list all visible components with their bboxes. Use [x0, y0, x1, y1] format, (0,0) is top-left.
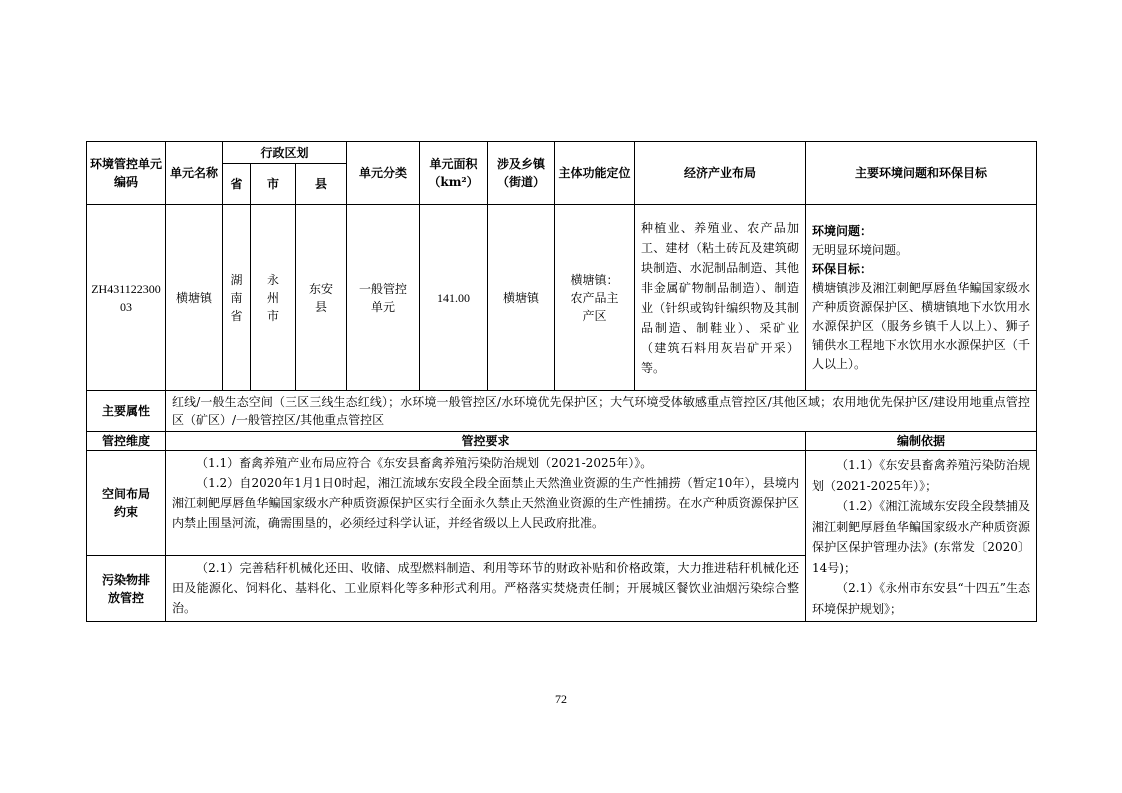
header-county: 县 — [296, 164, 347, 205]
county-cell — [296, 205, 347, 391]
document-table-wrapper — [86, 141, 1036, 622]
unit-code-cell — [87, 205, 166, 391]
pollution-label: 污染物排放管控 — [102, 572, 151, 605]
basis-cell — [806, 451, 1037, 622]
header-economy-layout: 经济产业布局 — [635, 142, 806, 205]
towns: 横塘镇 — [488, 205, 555, 391]
control-unit-table — [86, 141, 1037, 622]
city-cell — [251, 205, 296, 391]
env-cell — [806, 205, 1037, 391]
main-function: 横塘镇：农产品主产区 — [570, 272, 619, 323]
header-unit-name: 单元名称 — [166, 142, 223, 205]
header-towns: 涉及乡镇（街道） — [488, 142, 555, 205]
economy-layout: 种植业、养殖业、农产品加工、建材（粘土砖瓦及建筑砌块制造、水泥制品制造、其他非金属矿物制品制造）、制造业（针织或钩针编织物及其制品制造、制鞋业）、采矿业（建筑石料用灰岩矿开采）等。 — [635, 205, 806, 391]
header-unit-area: 单元面积（km²） — [420, 142, 488, 205]
unit-data-row — [87, 205, 1037, 391]
page-number: 72 — [555, 692, 567, 706]
env-problem: 无明显环境问题。 — [812, 242, 909, 257]
province: 湖南省 — [230, 272, 243, 323]
county: 东安县 — [309, 281, 334, 314]
basis-1: （1.1）《东安县畜禽养殖污染防治规划（2021-2025年）》； — [812, 458, 1031, 493]
spatial-req-1: （1.1）畜禽养殖产业布局应符合《东安县畜禽养殖污染防治规划（2021-2025年）》。 — [196, 456, 653, 470]
header-city: 市 — [251, 164, 296, 205]
attributes-text: 红线/一般生态空间（三区三线生态红线）；水环境一般管控区/水环境优先保护区；大气环境受体敏感重点管控区/其他区域；农用地优先保护区/建设用地重点管控区（矿区）/一般管控区/其他重点管控区 — [166, 391, 1037, 432]
basis-3: （2.1）《永州市东安县“十四五”生态环境保护规划》； — [812, 581, 1031, 616]
control-requirements-header: 管控要求 — [166, 432, 806, 451]
basis-2: （1.2）《湘江流域东安段全段禁捕及湘江刺鲃厚唇鱼华鳊国家级水产种质资源保护区保护管理办法》(东常发〔2020〕14号)； — [812, 499, 1031, 575]
pollution-requirements — [166, 556, 806, 622]
unit-area: 141.00 — [420, 205, 488, 391]
control-dimension-header: 管控维度 — [87, 432, 166, 451]
province-cell — [223, 205, 251, 391]
header-env-issues: 主要环境问题和环保目标 — [806, 142, 1037, 205]
unit-name: 横塘镇 — [166, 205, 223, 391]
pollution-req-1: （2.1）完善秸秆机械化还田、收储、成型燃料制造、利用等环节的财政补贴和价格政策，大力推进秸秆机械化还田及能源化、饲料化、基料化、工业原料化等多种形式利用。严格落实焚烧责任制；开展城区餐饮业油烟污染综合整治。 — [172, 561, 800, 616]
spatial-label: 空间布局约束 — [102, 487, 151, 520]
env-problem-title: 环境问题： — [812, 223, 873, 238]
spatial-layout-row — [87, 451, 1037, 556]
pollution-cell — [87, 556, 166, 622]
env-goal-title: 环保目标： — [812, 261, 873, 276]
header-unit-category: 单元分类 — [347, 142, 420, 205]
unit-code: ZH43112230003 — [91, 281, 161, 314]
env-goal: 横塘镇涉及湘江刺鲃厚唇鱼华鳊国家级水产种质资源保护区、横塘镇地下水饮用水水源保护区（服务乡镇千人以上）、狮子铺供水工程地下水饮用水水源保护区（千人以上）。 — [812, 280, 1031, 371]
unit-category: 一般管控单元 — [359, 281, 408, 314]
header-row — [87, 142, 1037, 164]
control-header-row — [87, 432, 1037, 451]
city: 永州市 — [267, 272, 280, 323]
header-main-function: 主体功能定位 — [555, 142, 635, 205]
category-cell — [347, 205, 420, 391]
spatial-cell — [87, 451, 166, 556]
spatial-requirements — [166, 451, 806, 556]
function-cell — [555, 205, 635, 391]
header-unit-code: 环境管控单元编码 — [87, 142, 166, 205]
header-admin-division: 行政区划 — [223, 142, 347, 164]
attributes-row — [87, 391, 1037, 432]
attributes-label: 主要属性 — [87, 391, 166, 432]
header-province: 省 — [223, 164, 251, 205]
control-basis-header: 编制依据 — [806, 432, 1037, 451]
spatial-req-2: （1.2）自2020年1月1日0时起，湘江流域东安段全段全面禁止天然渔业资源的生产性捕捞（暂定10年），县境内湘江刺鲃厚唇鱼华鳊国家级水产种质资源保护区实行全面永久禁止天然渔业资源的生产性捕捞。在水产种质资源保护区内禁止围垦河流，确需围垦的，必须经过科学认证，并经省级以上人民政府批准。 — [172, 476, 800, 530]
